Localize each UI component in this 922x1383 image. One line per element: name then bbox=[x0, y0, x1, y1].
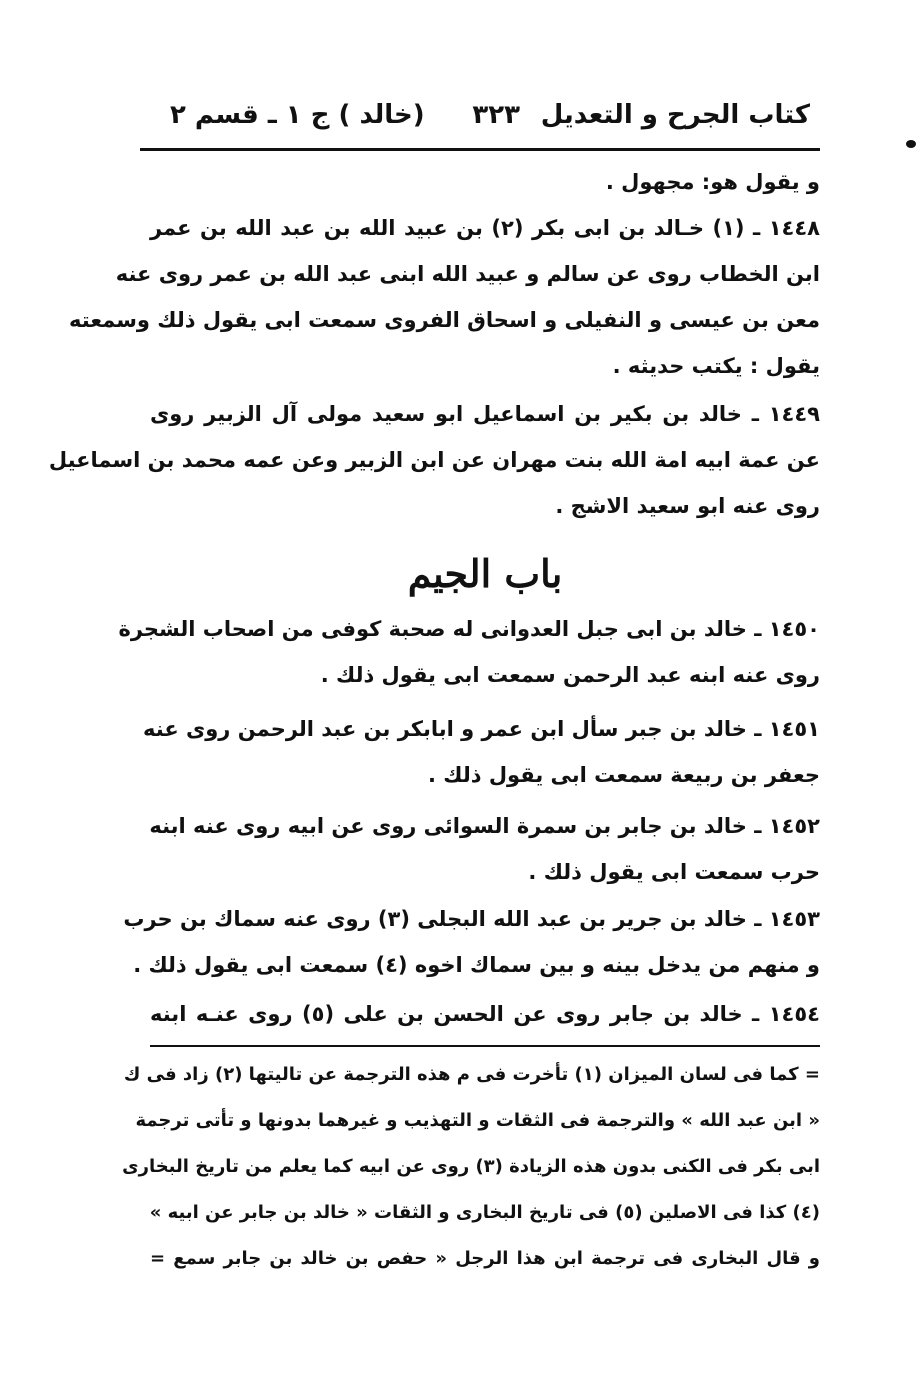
footnote-line: (٤) كذا فى الاصلين (٥) فى تاريخ البخارى و الثقات « خالد بن جابر عن ابيه » bbox=[149, 1202, 820, 1223]
chapter-heading: باب الجيم bbox=[407, 551, 563, 596]
entry-1451-line-2: جعفر بن ربيعة سمعت ابى يقول ذلك . bbox=[428, 763, 820, 787]
entry-1448-line-2: ابن الخطاب روى عن سالم و عبيد الله ابنى عبد الله بن عمر روى عنه bbox=[115, 262, 820, 286]
book-title: كتاب الجرح و التعديل bbox=[540, 100, 810, 130]
entry-1452-line-1: ١٤٥٢ ـ خالد بن جابر بن سمرة السوائى روى عن ابيه روى عنه ابنه bbox=[149, 814, 820, 838]
header-rule bbox=[140, 148, 820, 151]
footnote-line: « ابن عبد الله » والترجمة فى الثقات و التهذيب و غيرهما بدونها و تأتى ترجمة bbox=[135, 1110, 820, 1131]
entry-1448-line-1: ١٤٤٨ ـ (١) خـالد بن ابى بكر (٢) بن عبيد الله بن عبد الله بن عمر bbox=[150, 216, 820, 240]
entry-1449-line-2: عن عمة ابيه امة الله بنت مهران عن ابن الزبير وعن عمه محمد بن اسماعيل bbox=[48, 448, 820, 472]
entry-1450-line-2: روى عنه ابنه عبد الرحمن سمعت ابى يقول ذلك . bbox=[320, 663, 820, 687]
text-line: و يقول هو: مجهول . bbox=[605, 170, 820, 194]
page-number: ٣٢٣ bbox=[472, 100, 520, 130]
section-label: (خالد ) ج ١ ـ قسم ٢ bbox=[170, 100, 425, 130]
entry-1452-line-2: حرب سمعت ابى يقول ذلك . bbox=[528, 860, 820, 884]
entry-1449-line-3: روى عنه ابو سعيد الاشج . bbox=[555, 494, 820, 518]
entry-1453-line-2: و منهم من يدخل بينه و بين سماك اخوه (٤) سمعت ابى يقول ذلك . bbox=[133, 953, 820, 977]
entry-1450-line-1: ١٤٥٠ ـ خالد بن ابى جبل العدوانى له صحبة كوفى من اصحاب الشجرة bbox=[118, 617, 820, 641]
footnote-line: و قال البخارى فى ترجمة ابن هذا الرجل « حفص بن خالد بن جابر سمع = bbox=[150, 1248, 820, 1269]
ink-mark bbox=[906, 140, 916, 148]
footnote-line: = كما فى لسان الميزان (١) تأخرت فى م هذه الترجمة عن تاليتها (٢) زاد فى ك bbox=[123, 1064, 820, 1085]
footnote-rule bbox=[150, 1045, 820, 1047]
entry-1449-line-1: ١٤٤٩ ـ خالد بن بكير بن اسماعيل ابو سعيد مولى آل الزبير روى bbox=[150, 402, 820, 426]
footnote-line: ابى بكر فى الكنى بدون هذه الزيادة (٣) روى عن ابيه كما يعلم من تاريخ البخارى bbox=[122, 1156, 820, 1177]
entry-1448-line-3: معن بن عيسى و النفيلى و اسحاق الفروى سمعت ابى يقول ذلك وسمعته bbox=[69, 308, 820, 332]
entry-1448-line-4: يقول : يكتب حديثه . bbox=[612, 354, 820, 378]
entry-1451-line-1: ١٤٥١ ـ خالد بن جبر سأل ابن عمر و ابابكر بن عبد الرحمن روى عنه bbox=[143, 717, 820, 741]
running-header bbox=[140, 92, 820, 138]
entry-1453-line-1: ١٤٥٣ ـ خالد بن جرير بن عبد الله البجلى (٣) روى عنه سماك بن حرب bbox=[123, 907, 820, 931]
entry-1454-line-1: ١٤٥٤ ـ خالد بن جابر روى عن الحسن بن على (٥) روى عنـه ابنه bbox=[150, 1002, 820, 1026]
